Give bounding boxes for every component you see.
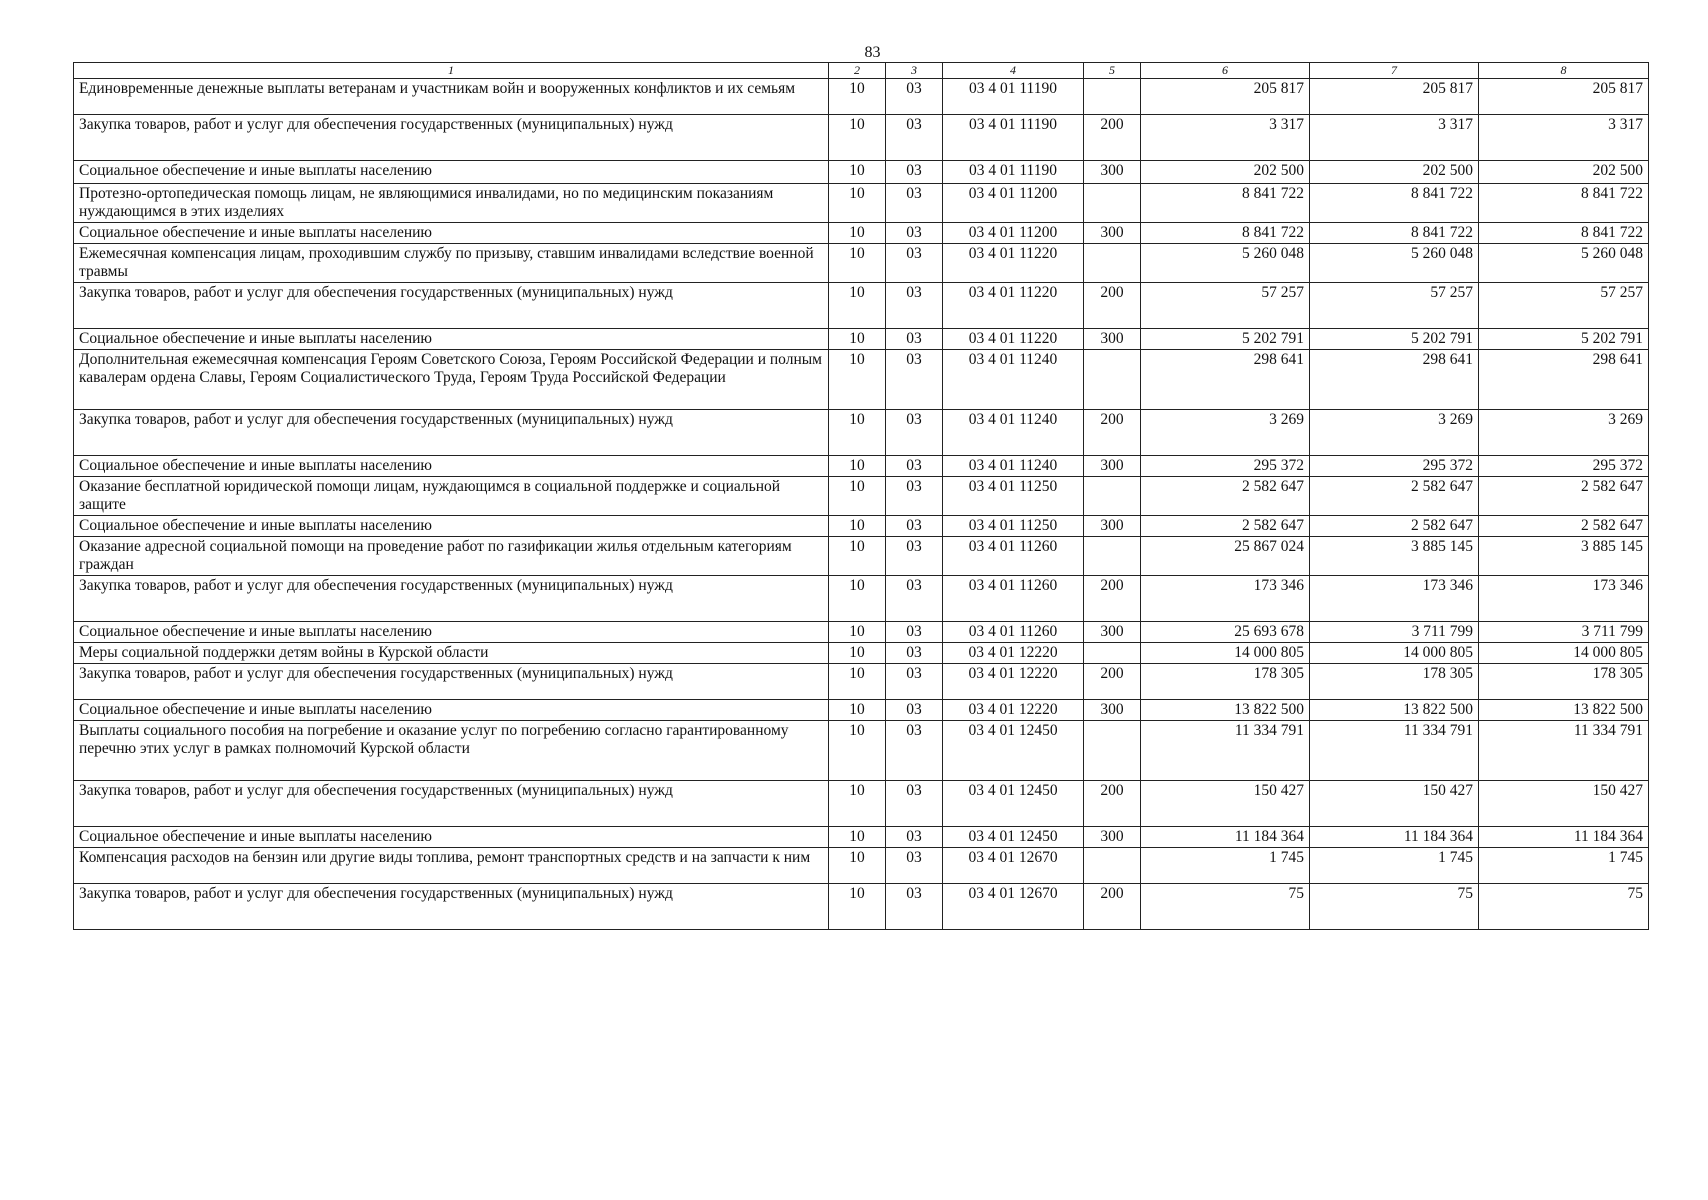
amount-col6: 2 582 647 xyxy=(1141,477,1310,516)
amount-col6: 5 202 791 xyxy=(1141,329,1310,350)
subsection-code: 03 xyxy=(886,184,943,223)
amount-col8: 202 500 xyxy=(1479,161,1649,184)
amount-col6: 150 427 xyxy=(1141,781,1310,827)
section-code: 10 xyxy=(829,329,886,350)
table-row xyxy=(74,283,1649,329)
section-code: 10 xyxy=(829,223,886,244)
section-code: 10 xyxy=(829,664,886,700)
row-name: Закупка товаров, работ и услуг для обеспечения государственных (муниципальных) нужд xyxy=(74,283,829,329)
amount-col6: 13 822 500 xyxy=(1141,700,1310,721)
subsection-code: 03 xyxy=(886,223,943,244)
table-row xyxy=(74,477,1649,516)
section-code: 10 xyxy=(829,477,886,516)
row-name: Ежемесячная компенсация лицам, проходившим службу по призыву, ставшим инвалидами вследствие военной травмы xyxy=(74,244,829,283)
expense-type-code: 200 xyxy=(1084,884,1141,930)
target-article-code: 03 4 01 12220 xyxy=(943,700,1084,721)
expense-type-code: 300 xyxy=(1084,329,1141,350)
row-name: Компенсация расходов на бензин или другие виды топлива, ремонт транспортных средств и на запчасти к ним xyxy=(74,848,829,884)
amount-col7: 1 745 xyxy=(1310,848,1479,884)
section-code: 10 xyxy=(829,350,886,410)
amount-col8: 8 841 722 xyxy=(1479,223,1649,244)
amount-col8: 5 202 791 xyxy=(1479,329,1649,350)
subsection-code: 03 xyxy=(886,537,943,576)
amount-col6: 57 257 xyxy=(1141,283,1310,329)
amount-col7: 178 305 xyxy=(1310,664,1479,700)
subsection-code: 03 xyxy=(886,664,943,700)
section-code: 10 xyxy=(829,161,886,184)
row-name: Социальное обеспечение и иные выплаты населению xyxy=(74,456,829,477)
target-article-code: 03 4 01 11250 xyxy=(943,516,1084,537)
subsection-code: 03 xyxy=(886,283,943,329)
header-cell: 6 xyxy=(1141,63,1310,79)
subsection-code: 03 xyxy=(886,848,943,884)
table-row xyxy=(74,700,1649,721)
expense-type-code: 200 xyxy=(1084,781,1141,827)
expense-type-code: 200 xyxy=(1084,115,1141,161)
amount-col6: 25 867 024 xyxy=(1141,537,1310,576)
table-row xyxy=(74,410,1649,456)
target-article-code: 03 4 01 12450 xyxy=(943,721,1084,781)
row-name: Закупка товаров, работ и услуг для обеспечения государственных (муниципальных) нужд xyxy=(74,664,829,700)
amount-col6: 173 346 xyxy=(1141,576,1310,622)
target-article-code: 03 4 01 12220 xyxy=(943,664,1084,700)
target-article-code: 03 4 01 12220 xyxy=(943,643,1084,664)
subsection-code: 03 xyxy=(886,410,943,456)
subsection-code: 03 xyxy=(886,622,943,643)
target-article-code: 03 4 01 11220 xyxy=(943,244,1084,283)
header-cell: 3 xyxy=(886,63,943,79)
header-cell: 2 xyxy=(829,63,886,79)
section-code: 10 xyxy=(829,184,886,223)
amount-col6: 295 372 xyxy=(1141,456,1310,477)
subsection-code: 03 xyxy=(886,244,943,283)
target-article-code: 03 4 01 11250 xyxy=(943,477,1084,516)
amount-col6: 2 582 647 xyxy=(1141,516,1310,537)
table-row xyxy=(74,244,1649,283)
subsection-code: 03 xyxy=(886,827,943,848)
expense-type-code: 300 xyxy=(1084,456,1141,477)
amount-col7: 3 269 xyxy=(1310,410,1479,456)
amount-col8: 3 317 xyxy=(1479,115,1649,161)
target-article-code: 03 4 01 11190 xyxy=(943,79,1084,115)
table-row xyxy=(74,848,1649,884)
header-row xyxy=(74,63,1649,79)
amount-col6: 5 260 048 xyxy=(1141,244,1310,283)
subsection-code: 03 xyxy=(886,516,943,537)
target-article-code: 03 4 01 11220 xyxy=(943,329,1084,350)
target-article-code: 03 4 01 11260 xyxy=(943,537,1084,576)
amount-col6: 205 817 xyxy=(1141,79,1310,115)
amount-col8: 11 334 791 xyxy=(1479,721,1649,781)
table-row xyxy=(74,79,1649,115)
subsection-code: 03 xyxy=(886,329,943,350)
row-name: Оказание адресной социальной помощи на проведение работ по газификации жилья отдельным категориям граждан xyxy=(74,537,829,576)
amount-col7: 3 711 799 xyxy=(1310,622,1479,643)
subsection-code: 03 xyxy=(886,161,943,184)
amount-col7: 202 500 xyxy=(1310,161,1479,184)
target-article-code: 03 4 01 11260 xyxy=(943,622,1084,643)
row-name: Закупка товаров, работ и услуг для обеспечения государственных (муниципальных) нужд xyxy=(74,115,829,161)
amount-col7: 8 841 722 xyxy=(1310,184,1479,223)
section-code: 10 xyxy=(829,781,886,827)
expense-type-code xyxy=(1084,184,1141,223)
expense-type-code xyxy=(1084,350,1141,410)
amount-col7: 298 641 xyxy=(1310,350,1479,410)
table-row xyxy=(74,781,1649,827)
table-row xyxy=(74,537,1649,576)
amount-col7: 150 427 xyxy=(1310,781,1479,827)
expense-type-code xyxy=(1084,477,1141,516)
target-article-code: 03 4 01 12450 xyxy=(943,781,1084,827)
amount-col8: 178 305 xyxy=(1479,664,1649,700)
amount-col6: 3 317 xyxy=(1141,115,1310,161)
table-row xyxy=(74,516,1649,537)
row-name: Социальное обеспечение и иные выплаты населению xyxy=(74,223,829,244)
target-article-code: 03 4 01 11240 xyxy=(943,456,1084,477)
section-code: 10 xyxy=(829,79,886,115)
expense-type-code: 300 xyxy=(1084,161,1141,184)
expense-type-code xyxy=(1084,848,1141,884)
header-cell: 1 xyxy=(74,63,829,79)
row-name: Протезно-ортопедическая помощь лицам, не являющимися инвалидами, но по медицинским показаниям нуждающимся в этих изделиях xyxy=(74,184,829,223)
amount-col6: 178 305 xyxy=(1141,664,1310,700)
target-article-code: 03 4 01 12670 xyxy=(943,884,1084,930)
amount-col8: 2 582 647 xyxy=(1479,477,1649,516)
expense-type-code: 300 xyxy=(1084,700,1141,721)
subsection-code: 03 xyxy=(886,576,943,622)
amount-col6: 8 841 722 xyxy=(1141,184,1310,223)
amount-col7: 11 184 364 xyxy=(1310,827,1479,848)
row-name: Социальное обеспечение и иные выплаты населению xyxy=(74,827,829,848)
section-code: 10 xyxy=(829,410,886,456)
table-row xyxy=(74,884,1649,930)
target-article-code: 03 4 01 11200 xyxy=(943,223,1084,244)
amount-col6: 14 000 805 xyxy=(1141,643,1310,664)
amount-col8: 173 346 xyxy=(1479,576,1649,622)
table-row xyxy=(74,721,1649,781)
amount-col8: 8 841 722 xyxy=(1479,184,1649,223)
target-article-code: 03 4 01 11240 xyxy=(943,410,1084,456)
target-article-code: 03 4 01 11220 xyxy=(943,283,1084,329)
row-name: Закупка товаров, работ и услуг для обеспечения государственных (муниципальных) нужд xyxy=(74,576,829,622)
expense-type-code: 300 xyxy=(1084,516,1141,537)
table-row xyxy=(74,184,1649,223)
amount-col8: 3 269 xyxy=(1479,410,1649,456)
table-row xyxy=(74,329,1649,350)
page-number: 83 xyxy=(864,44,881,61)
section-code: 10 xyxy=(829,848,886,884)
expense-type-code: 200 xyxy=(1084,664,1141,700)
amount-col7: 2 582 647 xyxy=(1310,477,1479,516)
amount-col7: 8 841 722 xyxy=(1310,223,1479,244)
amount-col8: 75 xyxy=(1479,884,1649,930)
section-code: 10 xyxy=(829,721,886,781)
amount-col7: 5 202 791 xyxy=(1310,329,1479,350)
target-article-code: 03 4 01 11200 xyxy=(943,184,1084,223)
amount-col7: 3 317 xyxy=(1310,115,1479,161)
row-name: Закупка товаров, работ и услуг для обеспечения государственных (муниципальных) нужд xyxy=(74,410,829,456)
amount-col7: 295 372 xyxy=(1310,456,1479,477)
table-row xyxy=(74,161,1649,184)
amount-col6: 202 500 xyxy=(1141,161,1310,184)
amount-col8: 3 711 799 xyxy=(1479,622,1649,643)
amount-col6: 1 745 xyxy=(1141,848,1310,884)
amount-col7: 75 xyxy=(1310,884,1479,930)
table-row xyxy=(74,664,1649,700)
amount-col6: 298 641 xyxy=(1141,350,1310,410)
expense-type-code xyxy=(1084,643,1141,664)
amount-col8: 5 260 048 xyxy=(1479,244,1649,283)
row-name: Дополнительная ежемесячная компенсация Героям Советского Союза, Героям Российской Федерации и полным кавалерам ордена Славы, Героям Социалистического Труда, Героям Труда Российской Федерации xyxy=(74,350,829,410)
amount-col7: 57 257 xyxy=(1310,283,1479,329)
amount-col8: 14 000 805 xyxy=(1479,643,1649,664)
amount-col7: 205 817 xyxy=(1310,79,1479,115)
table-row xyxy=(74,115,1649,161)
table-row xyxy=(74,643,1649,664)
target-article-code: 03 4 01 11190 xyxy=(943,115,1084,161)
section-code: 10 xyxy=(829,283,886,329)
table-row xyxy=(74,622,1649,643)
amount-col8: 11 184 364 xyxy=(1479,827,1649,848)
expense-type-code: 200 xyxy=(1084,283,1141,329)
header-cell: 4 xyxy=(943,63,1084,79)
expense-type-code xyxy=(1084,721,1141,781)
table-row xyxy=(74,350,1649,410)
amount-col7: 11 334 791 xyxy=(1310,721,1479,781)
row-name: Социальное обеспечение и иные выплаты населению xyxy=(74,516,829,537)
section-code: 10 xyxy=(829,622,886,643)
table-row xyxy=(74,223,1649,244)
row-name: Социальное обеспечение и иные выплаты населению xyxy=(74,700,829,721)
amount-col8: 13 822 500 xyxy=(1479,700,1649,721)
subsection-code: 03 xyxy=(886,643,943,664)
row-name: Социальное обеспечение и иные выплаты населению xyxy=(74,622,829,643)
subsection-code: 03 xyxy=(886,350,943,410)
section-code: 10 xyxy=(829,115,886,161)
section-code: 10 xyxy=(829,884,886,930)
amount-col7: 3 885 145 xyxy=(1310,537,1479,576)
amount-col8: 295 372 xyxy=(1479,456,1649,477)
row-name: Выплаты социального пособия на погребение и оказание услуг по погребению согласно гарантированному перечню этих услуг в рамках полномочий Курской области xyxy=(74,721,829,781)
section-code: 10 xyxy=(829,643,886,664)
amount-col8: 298 641 xyxy=(1479,350,1649,410)
amount-col6: 75 xyxy=(1141,884,1310,930)
expense-type-code xyxy=(1084,537,1141,576)
header-cell: 8 xyxy=(1479,63,1649,79)
target-article-code: 03 4 01 11190 xyxy=(943,161,1084,184)
expense-type-code xyxy=(1084,244,1141,283)
subsection-code: 03 xyxy=(886,781,943,827)
row-name: Меры социальной поддержки детям войны в Курской области xyxy=(74,643,829,664)
target-article-code: 03 4 01 11260 xyxy=(943,576,1084,622)
amount-col8: 3 885 145 xyxy=(1479,537,1649,576)
target-article-code: 03 4 01 12670 xyxy=(943,848,1084,884)
table-row xyxy=(74,576,1649,622)
amount-col8: 1 745 xyxy=(1479,848,1649,884)
row-name: Социальное обеспечение и иные выплаты населению xyxy=(74,329,829,350)
row-name: Оказание бесплатной юридической помощи лицам, нуждающимся в социальной поддержке и социальной защите xyxy=(74,477,829,516)
table-body xyxy=(74,79,1649,930)
subsection-code: 03 xyxy=(886,700,943,721)
section-code: 10 xyxy=(829,537,886,576)
subsection-code: 03 xyxy=(886,79,943,115)
amount-col6: 8 841 722 xyxy=(1141,223,1310,244)
amount-col6: 11 184 364 xyxy=(1141,827,1310,848)
budget-table xyxy=(73,62,1649,930)
amount-col8: 2 582 647 xyxy=(1479,516,1649,537)
row-name: Закупка товаров, работ и услуг для обеспечения государственных (муниципальных) нужд xyxy=(74,781,829,827)
target-article-code: 03 4 01 12450 xyxy=(943,827,1084,848)
section-code: 10 xyxy=(829,516,886,537)
amount-col7: 173 346 xyxy=(1310,576,1479,622)
amount-col7: 13 822 500 xyxy=(1310,700,1479,721)
expense-type-code: 200 xyxy=(1084,410,1141,456)
table-row xyxy=(74,827,1649,848)
table-row xyxy=(74,456,1649,477)
section-code: 10 xyxy=(829,827,886,848)
subsection-code: 03 xyxy=(886,721,943,781)
header-cell: 7 xyxy=(1310,63,1479,79)
expense-type-code: 300 xyxy=(1084,223,1141,244)
row-name: Закупка товаров, работ и услуг для обеспечения государственных (муниципальных) нужд xyxy=(74,884,829,930)
expense-type-code: 300 xyxy=(1084,827,1141,848)
amount-col8: 57 257 xyxy=(1479,283,1649,329)
subsection-code: 03 xyxy=(886,884,943,930)
section-code: 10 xyxy=(829,456,886,477)
section-code: 10 xyxy=(829,700,886,721)
section-code: 10 xyxy=(829,576,886,622)
amount-col6: 3 269 xyxy=(1141,410,1310,456)
expense-type-code: 200 xyxy=(1084,576,1141,622)
target-article-code: 03 4 01 11240 xyxy=(943,350,1084,410)
amount-col7: 2 582 647 xyxy=(1310,516,1479,537)
amount-col7: 5 260 048 xyxy=(1310,244,1479,283)
subsection-code: 03 xyxy=(886,115,943,161)
subsection-code: 03 xyxy=(886,456,943,477)
amount-col6: 25 693 678 xyxy=(1141,622,1310,643)
subsection-code: 03 xyxy=(886,477,943,516)
amount-col6: 11 334 791 xyxy=(1141,721,1310,781)
row-name: Социальное обеспечение и иные выплаты населению xyxy=(74,161,829,184)
row-name: Единовременные денежные выплаты ветеранам и участникам войн и вооруженных конфликтов и их семьям xyxy=(74,79,829,115)
section-code: 10 xyxy=(829,244,886,283)
expense-type-code xyxy=(1084,79,1141,115)
amount-col8: 205 817 xyxy=(1479,79,1649,115)
amount-col7: 14 000 805 xyxy=(1310,643,1479,664)
expense-type-code: 300 xyxy=(1084,622,1141,643)
amount-col8: 150 427 xyxy=(1479,781,1649,827)
header-cell: 5 xyxy=(1084,63,1141,79)
